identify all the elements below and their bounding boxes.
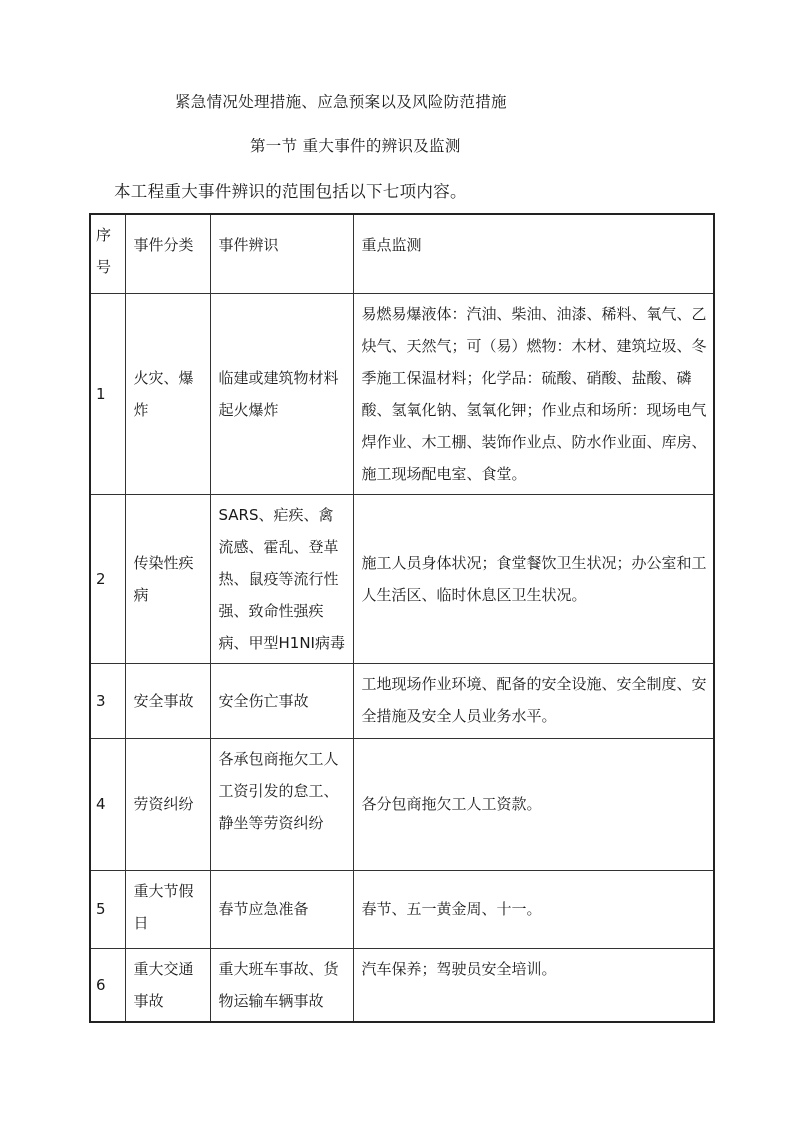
header-monitoring: 重点监测 bbox=[353, 214, 714, 293]
event-identification-table bbox=[89, 213, 715, 1023]
row-identification: 重大班车事故、货物运输车辆事故 bbox=[210, 948, 353, 1022]
row-category: 重大交通事故 bbox=[125, 948, 210, 1022]
table-row bbox=[90, 663, 714, 738]
row-identification: 各承包商拖欠工人工资引发的怠工、静坐等劳资纠纷 bbox=[210, 738, 353, 870]
row-identification: SARS、疟疾、禽流感、霍乱、登革热、鼠疫等流行性强、致命性强疾病、甲型H1NI病毒 bbox=[210, 494, 353, 663]
row-category: 安全事故 bbox=[125, 663, 210, 738]
row-monitoring: 汽车保养；驾驶员安全培训。 bbox=[353, 948, 714, 1022]
row-identification: 临建或建筑物材料起火爆炸 bbox=[210, 293, 353, 494]
header-category: 事件分类 bbox=[125, 214, 210, 293]
row-number: 1 bbox=[90, 293, 125, 494]
row-identification: 安全伤亡事故 bbox=[210, 663, 353, 738]
table-row bbox=[90, 738, 714, 870]
row-category: 传染性疾病 bbox=[125, 494, 210, 663]
row-monitoring: 春节、五一黄金周、十一。 bbox=[353, 870, 714, 948]
row-category: 火灾、爆炸 bbox=[125, 293, 210, 494]
table-row bbox=[90, 870, 714, 948]
row-number: 6 bbox=[90, 948, 125, 1022]
row-number: 4 bbox=[90, 738, 125, 870]
table-header-row bbox=[90, 214, 714, 293]
row-category: 重大节假日 bbox=[125, 870, 210, 948]
row-monitoring: 各分包商拖欠工人工资款。 bbox=[353, 738, 714, 870]
row-category: 劳资纠纷 bbox=[125, 738, 210, 870]
header-number: 序号 bbox=[90, 214, 125, 293]
table-row bbox=[90, 293, 714, 494]
section-heading: 第一节 重大事件的辨识及监测 bbox=[250, 137, 461, 155]
row-number: 3 bbox=[90, 663, 125, 738]
row-identification: 春节应急准备 bbox=[210, 870, 353, 948]
table-row bbox=[90, 494, 714, 663]
row-monitoring: 施工人员身体状况；食堂餐饮卫生状况；办公室和工人生活区、临时休息区卫生状况。 bbox=[353, 494, 714, 663]
row-monitoring: 易燃易爆液体：汽油、柴油、油漆、稀料、氧气、乙炔气、天然气；可（易）燃物：木材、建筑垃圾、冬季施工保温材料；化学品：硫酸、硝酸、盐酸、磷酸、氢氧化钠、氢氧化钾；作业点和场所：现场电气焊作业、木工棚、装饰作业点、防水作业面、库房、施工现场配电室、食堂。 bbox=[353, 293, 714, 494]
row-monitoring: 工地现场作业环境、配备的安全设施、安全制度、安全措施及安全人员业务水平。 bbox=[353, 663, 714, 738]
intro-paragraph: 本工程重大事件辨识的范围包括以下七项内容。 bbox=[114, 182, 467, 201]
row-number: 2 bbox=[90, 494, 125, 663]
document-title: 紧急情况处理措施、应急预案以及风险防范措施 bbox=[175, 93, 507, 111]
table-row bbox=[90, 948, 714, 1022]
header-identification: 事件辨识 bbox=[210, 214, 353, 293]
row-number: 5 bbox=[90, 870, 125, 948]
